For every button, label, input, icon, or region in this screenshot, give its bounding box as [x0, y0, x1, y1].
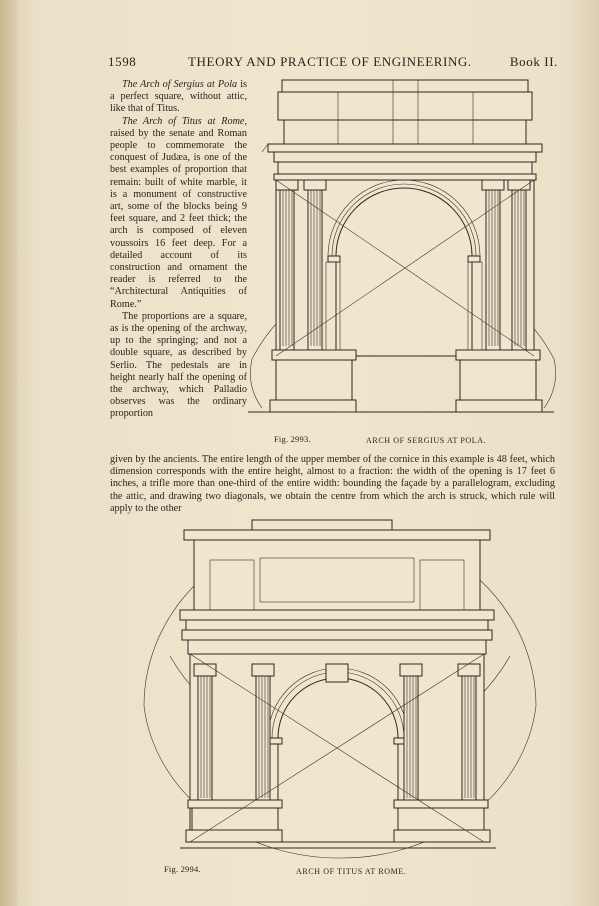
paragraph-sergius [110, 79, 247, 116]
italic-heading: The Arch of Sergius at Pola [122, 79, 238, 90]
paragraph-titus [110, 116, 247, 311]
arch-of-titus-drawing [140, 516, 540, 862]
figure-title-1: ARCH OF SERGIUS AT POLA. [366, 436, 487, 445]
full-width-paragraph [110, 454, 555, 515]
figure-caption-1 [274, 434, 311, 444]
page-number: 1598 [108, 54, 137, 69]
left-column-text [110, 79, 247, 421]
figure-title-2: ARCH OF TITUS AT ROME. [296, 867, 407, 876]
paragraph-proportions: The proportions are a square, as is the opening of the archway, up to the springing; and not a double square, as described by Serlio. The pedestals are in height nearly half the opening of the archway, which Palladio observes was the ordinary proportion [110, 310, 247, 420]
paragraph-text: is a perfect square, without attic, like that of Titus. [110, 79, 248, 115]
figure-arch-of-sergius [248, 76, 558, 444]
figure-caption-2 [164, 864, 201, 874]
running-header [108, 54, 558, 70]
book-label: Book II. [509, 54, 558, 69]
running-title: THEORY AND PRACTICE OF ENGINEERING. [188, 54, 472, 69]
paragraph-text: raised by the senate and Roman people to commemorate the conquest of Judæa, is one of the best examples of proportion that remain: built of white marble, it is a monument of constructive art, some of the blocks being 9 feet square, and 2 feet thick; the arch is composed of eleven voussoirs 16 feet deep. For a detailed account of its construction and ornament the reader is referred to the “Architectural Antiquities of Rome.” [110, 127, 247, 310]
arch-of-sergius-drawing [248, 76, 558, 444]
paragraph-text: given by the ancients. The entire length of the upper member of the cornice in this example is 48 feet, which dimension corresponds with the entire height, almost to a fraction: the width of the opening is 17 feet 6 inches, a trifle more than one-third of the entire width: bounding the façade by a parallelogram, excluding the attic, and drawing two diagonals, we obtain the centre from which the arch is struck, which rule will apply to the other [110, 454, 555, 514]
italic-heading: The Arch of Titus at Rome, [122, 115, 247, 127]
figure-number: Fig. 2994. [164, 864, 201, 874]
figure-number: Fig. 2993. [274, 434, 311, 444]
figure-arch-of-titus [140, 516, 540, 876]
page-gutter [0, 0, 18, 906]
